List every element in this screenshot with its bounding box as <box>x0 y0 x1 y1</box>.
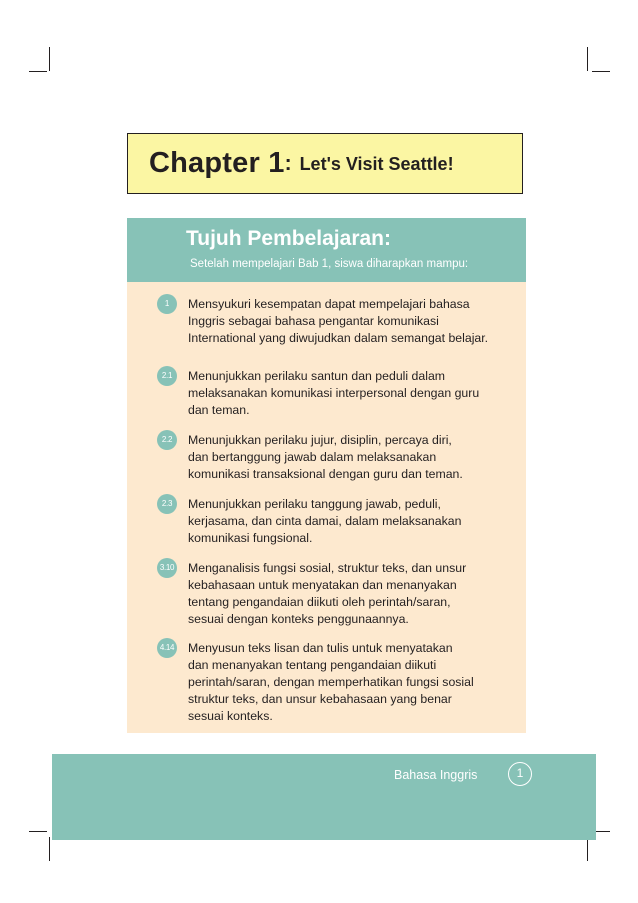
chapter-number: Chapter 1 <box>149 147 285 179</box>
crop-mark <box>29 71 47 72</box>
crop-mark <box>587 837 588 861</box>
objectives-intro: Setelah mempelajari Bab 1, siswa diharapkan mampu: <box>190 258 469 270</box>
objectives-list <box>127 282 526 733</box>
objectives-header <box>127 218 526 282</box>
chapter-title-box <box>127 133 523 194</box>
objective-text: Menunjukkan perilaku tanggung jawab, peduli, kerjasama, dan cinta damai, dalam melaksanakan komunikasi fungsional. <box>188 497 462 545</box>
objective-code-badge: 2.3 <box>157 494 177 514</box>
objective-text: Menyusun teks lisan dan tulis untuk menyatakan dan menanyakan tentang pengandaian diikuti perintah/saran, dengan memperhatikan fungsi sosial struktur teks, dan unsur kebahasaan yang benar sesuai konteks. <box>188 641 474 723</box>
crop-mark <box>592 71 610 72</box>
objective-code-badge: 4.14 <box>157 638 177 658</box>
objective-code-badge: 1 <box>157 294 177 314</box>
objective-code-badge: 3.10 <box>157 558 177 578</box>
objective-text: Menunjukkan perilaku santun dan peduli dalam melaksanakan komunikasi interpersonal dengan guru dan teman. <box>188 369 480 417</box>
crop-mark <box>49 47 50 71</box>
objective-text: Menunjukkan perilaku jujur, disiplin, percaya diri, dan bertanggung jawab dalam melaksanakan komunikasi transaksional dengan guru dan teman. <box>188 433 463 481</box>
objective-text: Mensyukuri kesempatan dapat mempelajari bahasa Inggris sebagai bahasa pengantar komunikasi International yang diwujudkan dalam semangat belajar. <box>188 297 489 345</box>
objectives-title: Tujuh Pembelajaran: <box>186 227 391 250</box>
chapter-separator: : <box>284 151 292 175</box>
objective-text: Menganalisis fungsi sosial, struktur teks, dan unsur kebahasaan untuk menyatakan dan menanyakan tentang pengandaian diikuti oleh perintah/saran, sesuai dengan konteks penggunaannya. <box>188 561 467 626</box>
footer-subject: Bahasa Inggris <box>394 768 478 782</box>
chapter-subtitle: Let's Visit Seattle! <box>299 154 454 174</box>
crop-mark <box>587 47 588 71</box>
page-number: 1 <box>508 762 532 786</box>
objective-code-badge: 2.2 <box>157 430 177 450</box>
crop-mark <box>49 837 50 861</box>
footer-band <box>52 754 596 840</box>
crop-mark <box>29 831 47 832</box>
objective-code-badge: 2.1 <box>157 366 177 386</box>
